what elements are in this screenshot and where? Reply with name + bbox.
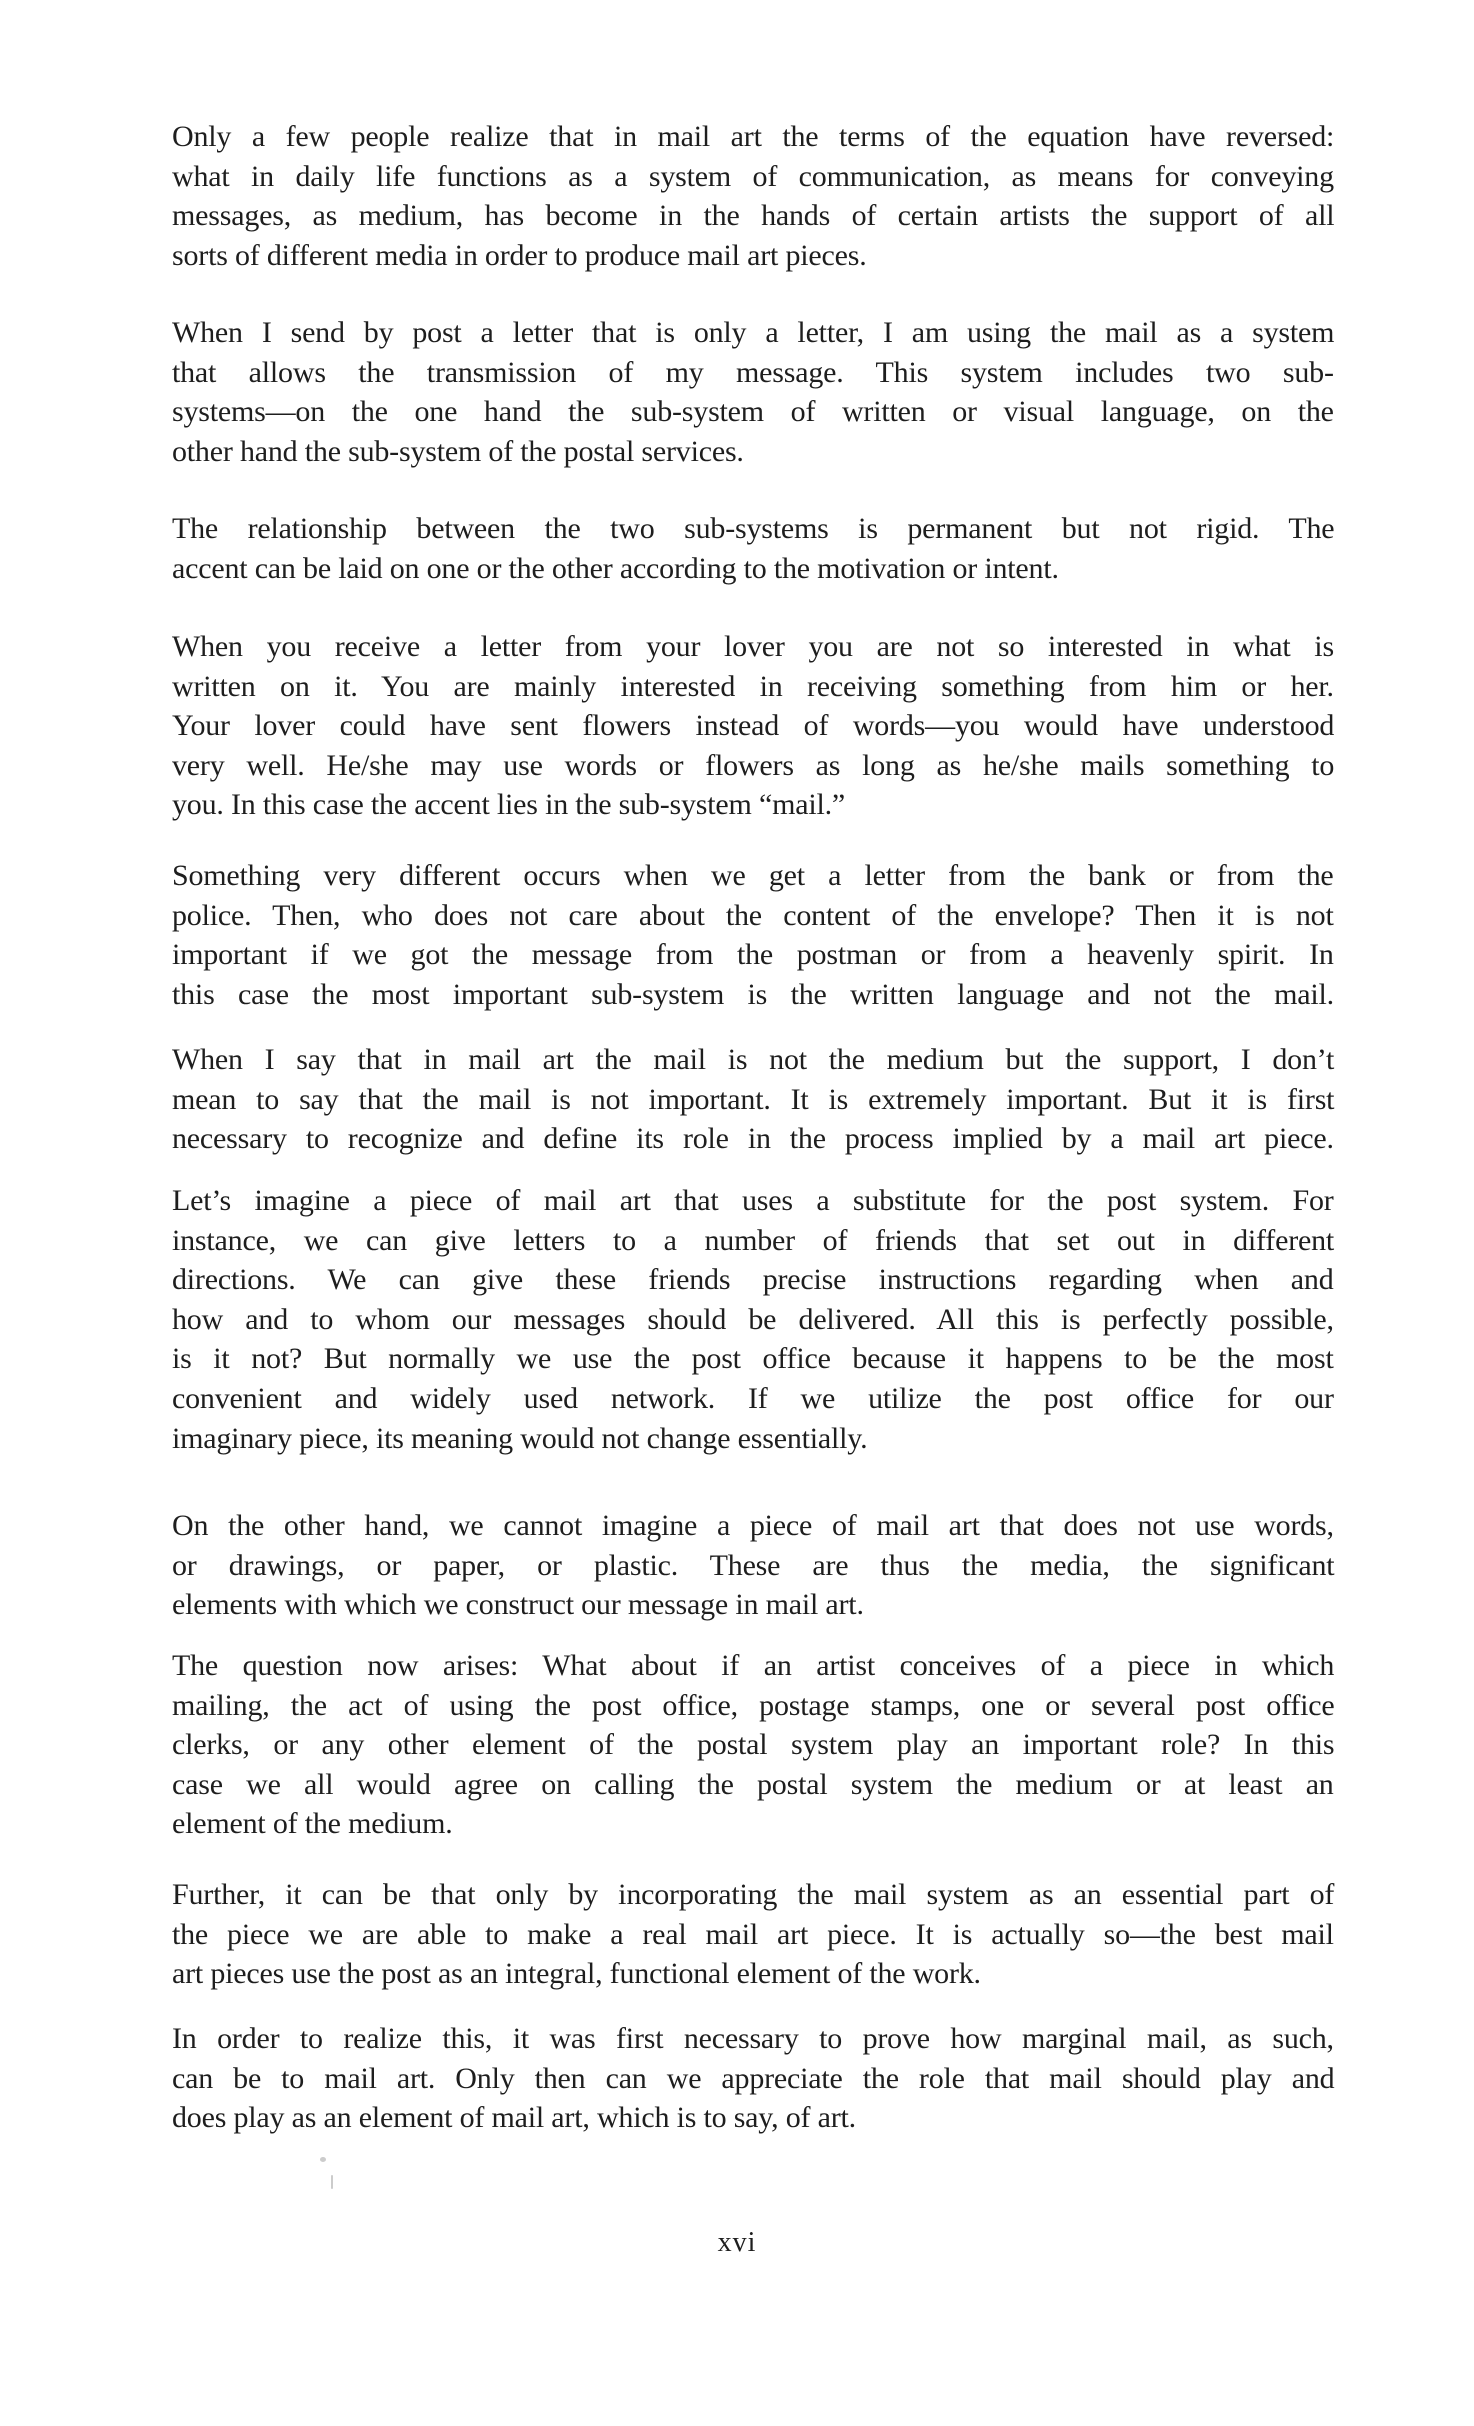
text-line: very well. He/she may use words or flowers as long as he/she mails something to (172, 748, 1335, 782)
text-line: Your lover could have sent flowers instead of words—you would have understood (172, 709, 1335, 743)
text-line: Something very different occurs when we get a letter from the bank or from the (172, 859, 1334, 892)
paragraph-8 (172, 1506, 1334, 1625)
text-line: When I say that in mail art the mail is not the medium but the support, I don’t (172, 1043, 1335, 1076)
text-line: Further, it can be that only by incorporating the mail system as an essential part of (172, 1878, 1335, 1911)
text-line: The relationship between the two sub-systems is permanent but not rigid. The (172, 512, 1335, 545)
text-line: other hand the sub-system of the postal services. (172, 434, 744, 468)
text-line: written on it. You are mainly interested in receiving something from him or her. (172, 669, 1334, 703)
text-line: clerks, or any other element of the postal system play an important role? In this (172, 1728, 1335, 1762)
text-line: police. Then, who does not care about the content of the envelope? Then it is not (172, 898, 1334, 932)
page-number: xvi (717, 2227, 757, 2258)
paragraph-7 (172, 1181, 1334, 1458)
text-line: instance, we can give letters to a number of friends that set out in different (172, 1223, 1335, 1257)
text-line: accent can be laid on one or the other according to the motivation or intent. (172, 551, 1059, 585)
text-line: imaginary piece, its meaning would not change essentially. (172, 1421, 868, 1455)
text-line: Only a few people realize that in mail art the terms of the equation have reversed: (172, 120, 1335, 153)
text-line: necessary to recognize and define its role in the process implied by a mail art piece. (172, 1122, 1334, 1156)
text-line: that allows the transmission of my message. This system includes two sub- (172, 355, 1334, 389)
paragraph-5 (172, 856, 1334, 1014)
text-line: The question now arises: What about if an artist conceives of a piece in which (172, 1649, 1335, 1682)
paragraph-6 (172, 1040, 1334, 1159)
text-line: When I send by post a letter that is only a letter, I am using the mail as a system (172, 316, 1335, 349)
text-line: element of the medium. (172, 1807, 453, 1841)
text-line: elements with which we construct our message in mail art. (172, 1588, 864, 1622)
paragraph-10 (172, 1875, 1334, 1994)
text-line: how and to whom our messages should be delivered. All this is perfectly possible, (172, 1302, 1334, 1336)
text-line: the piece we are able to make a real mail art piece. It is actually so—the best mail (172, 1917, 1334, 1951)
text-line: sorts of different media in order to produce mail art pieces. (172, 238, 867, 272)
text-line: important if we got the message from the postman or from a heavenly spirit. In (172, 938, 1334, 972)
text-line: is it not? But normally we use the post office because it happens to be the most (172, 1342, 1334, 1376)
text-line: mailing, the act of using the post office, postage stamps, one or several post office (172, 1688, 1335, 1722)
paragraph-9 (172, 1646, 1334, 1844)
text-line: does play as an element of mail art, which is to say, of art. (172, 2101, 856, 2135)
text-line: In order to realize this, it was first necessary to prove how marginal mail, as such, (172, 2022, 1334, 2055)
text-line: this case the most important sub-system is the written language and not the mail. (172, 977, 1334, 1011)
text-line: or drawings, or paper, or plastic. These are thus the media, the significant (172, 1548, 1335, 1582)
text-line: can be to mail art. Only then can we appreciate the role that mail should play and (172, 2061, 1335, 2095)
text-line: art pieces use the post as an integral, functional element of the work. (172, 1957, 981, 1991)
text-line: you. In this case the accent lies in the sub-system “mail.” (172, 788, 845, 822)
text-line: messages, as medium, has become in the hands of certain artists the support of all (172, 199, 1335, 233)
text-line: mean to say that the mail is not important. It is extremely important. But it is first (172, 1082, 1335, 1116)
text-line: Let’s imagine a piece of mail art that uses a substitute for the post system. For (172, 1184, 1334, 1217)
paragraph-11 (172, 2019, 1334, 2138)
paragraph-2 (172, 313, 1334, 471)
scan-speck (331, 2175, 333, 2189)
text-line: convenient and widely used network. If we utilize the post office for our (172, 1381, 1334, 1415)
text-line: case we all would agree on calling the postal system the medium or at least an (172, 1767, 1334, 1801)
text-line: On the other hand, we cannot imagine a piece of mail art that does not use words, (172, 1509, 1334, 1542)
paragraph-3 (172, 509, 1334, 588)
text-line: When you receive a letter from your lover you are not so interested in what is (172, 630, 1334, 663)
text-line: what in daily life functions as a system of communication, as means for conveying (172, 159, 1334, 193)
text-line: directions. We can give these friends precise instructions regarding when and (172, 1263, 1334, 1297)
scan-speck (320, 2157, 326, 2162)
paragraph-1 (172, 117, 1334, 275)
paragraph-4 (172, 627, 1334, 825)
text-line: systems—on the one hand the sub-system of written or visual language, on the (172, 395, 1334, 429)
